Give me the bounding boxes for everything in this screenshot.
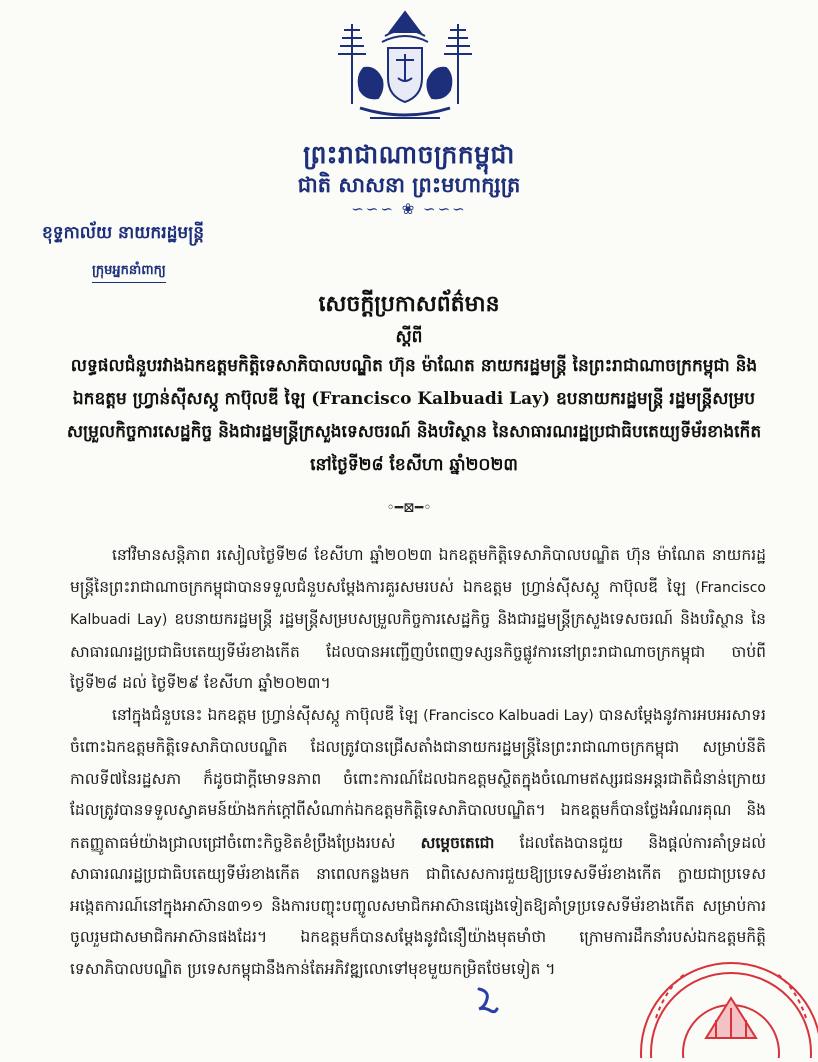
latin-name: (Francisco Kalbuadi Lay) <box>423 707 594 724</box>
body-text <box>70 540 766 985</box>
document-about-label: ស្តីពី <box>395 327 423 347</box>
latin-name: (Francisco Kalbuadi Lay) <box>70 579 766 628</box>
title-ornament: ◦━⊠━◦ <box>386 500 432 516</box>
official-red-seal-icon <box>636 958 818 1058</box>
document-subject: លទ្ធផលជំនួបរវាងឯកឧត្តមកិត្តិទេសាភិបាលបណ្ឌិត ហ៊ុន ម៉ាណែត នាយករដ្ឋមន្ត្រី នៃព្រះរាជាណាចក្រកម្ពុជា និងឯកឧត្តម ហ្វ្រាន់ស៊ីសស្កូ កាប៊ុលឌី ឡៃ (Francisco Kalbuadi Lay) ឧបនាយករដ្ឋមន្ត្រី រដ្ឋមន្ត្រីសម្របសម្រួលកិច្ចការសេដ្ឋកិច្ច និងជារដ្ឋមន្ត្រីក្រសួងទេសចរណ៍ និងបរិស្ថាន នៃសាធារណរដ្ឋប្រជាធិបតេយ្យទីម័រខាងកើត នៅថ្ងៃទី២៨ ខែសីហា ឆ្នាំ២០២៣ <box>66 356 762 475</box>
paragraph-2 <box>70 700 766 986</box>
paragraph-2-text: នៅក្នុងជំនួបនេះ ឯកឧត្តម ហ្វ្រាន់ស៊ីសស្កូ កាប៊ុលឌី ឡៃ <box>112 705 419 724</box>
paragraph-2-text-cont: បានសម្តែងនូវការអបអរសាទរចំពោះឯកឧត្តមកិត្តិទេសាភិបាលបណ្ឌិត ដែលត្រូវបានជ្រើសតាំងជានាយករដ្ឋមន្ត្រីនៃព្រះរាជាណាចក្រកម្ពុជា សម្រាប់នីតិកាលទី៧នៃរដ្ឋសភា ក៏ដូចជាក្តីមោទនភាព ចំពោះការណ៍ដែលឯកឧត្តមស្ថិតក្នុងចំណោមឥស្សរជនអន្តរជាតិជំនាន់ក្រោយ ដែលត្រូវបានទទួលស្វាគមន៍យ៉ាងកក់ក្តៅពីសំណាក់ឯកឧត្តមកិត្តិទេសាភិបាលបណ្ឌិត។ ឯកឧត្តមក៏បានថ្លែងអំណរគុណ និងកតញ្ញូតាធម៌យ៉ាងជ្រាលជ្រៅចំពោះកិច្ចខិតខំប្រឹងប្រែងរបស់ <box>70 705 766 852</box>
paragraph-1 <box>70 540 766 700</box>
paragraph-1-text-cont: ឧបនាយករដ្ឋមន្ត្រី រដ្ឋមន្ត្រីសម្របសម្រួលកិច្ចការសេដ្ឋកិច្ច និងជារដ្ឋមន្ត្រីក្រសួងទេសចរណ៍ និងបរិស្ថាន នៃសាធារណរដ្ឋប្រជាធិបតេយ្យទីម័រខាងកើត ដែលបានអញ្ជើញបំពេញទស្សនកិច្ចផ្លូវការនៅព្រះរាជាណាចក្រកម្ពុជា ចាប់ពីថ្ងៃទី២៨ ដល់ ថ្ងៃទី២៩ ខែសីហា ឆ្នាំ២០២៣។ <box>70 610 766 692</box>
document-title: សេចក្តីប្រកាសព័ត៌មាន <box>318 291 500 317</box>
paragraph-2-text-end: ដែលតែងបានជួយ និងផ្តល់ការគាំទ្រដល់សាធារណរដ្ឋប្រជាធិបតេយ្យទីម័រខាងកើត នាពេលកន្លងមក ជាពិសេសការជួយឱ្យប្រទេសទីម័រខាងកើត ក្លាយជាប្រទេសអង្កេតការណ៍នៅក្នុងអាស៊ាន៣១១ និងការបញ្ចុះបញ្ចូលសមាជិកអាស៊ានផ្សេងទៀតឱ្យគាំទ្រប្រទេសទីម័រខាងកើត សម្រាប់ការចូលរួមជាសមាជិកអាស៊ានផងដែរ។ ឯកឧត្តមក៏បានសម្តែងនូវជំនឿយ៉ាងមុតមាំថា ក្រោមការដឹកនាំរបស់ឯកឧត្តមកិត្តិទេសាភិបាលបណ្ឌិត ប្រទេសកម្ពុជានឹងកាន់តែអភិវឌ្ឍលោទៅមុខមួយកម្រិតថែមទៀត ។ <box>70 833 766 978</box>
kingdom-title: ព្រះរាជាណាចក្រកម្ពុជា <box>303 140 515 169</box>
paragraph-1-text: នៅវិមានសន្តិភាព រសៀលថ្ងៃទី២៨ ខែសីហា ឆ្នាំ២០២៣ ឯកឧត្តមកិត្តិទេសាភិបាលបណ្ឌិត ហ៊ុន ម៉ាណែត នាយករដ្ឋមន្ត្រីនៃព្រះរាជាណាចក្រកម្ពុជាបានទទួលជំនួបសម្តែងការគួរសមរបស់ ឯកឧត្តម ហ្វ្រាន់ស៊ីសស្កូ កាប៊ុលឌី ឡៃ <box>70 546 766 596</box>
royal-coat-of-arms-icon <box>330 4 480 134</box>
initial-signature-icon <box>473 985 503 1015</box>
bold-honorific: សម្តេចតេជោ <box>420 832 495 852</box>
issuing-unit: ក្រុមអ្នកនាំពាក្យ <box>92 262 166 283</box>
national-motto: ជាតិ សាសនា ព្រះមហាក្សត្រ <box>297 172 521 197</box>
issuing-office: ខុទ្ទកាល័យ នាយករដ្ឋមន្ត្រី <box>42 223 205 243</box>
header-ornament: ∽∽∽ ❀ ∽∽∽ <box>351 200 467 218</box>
